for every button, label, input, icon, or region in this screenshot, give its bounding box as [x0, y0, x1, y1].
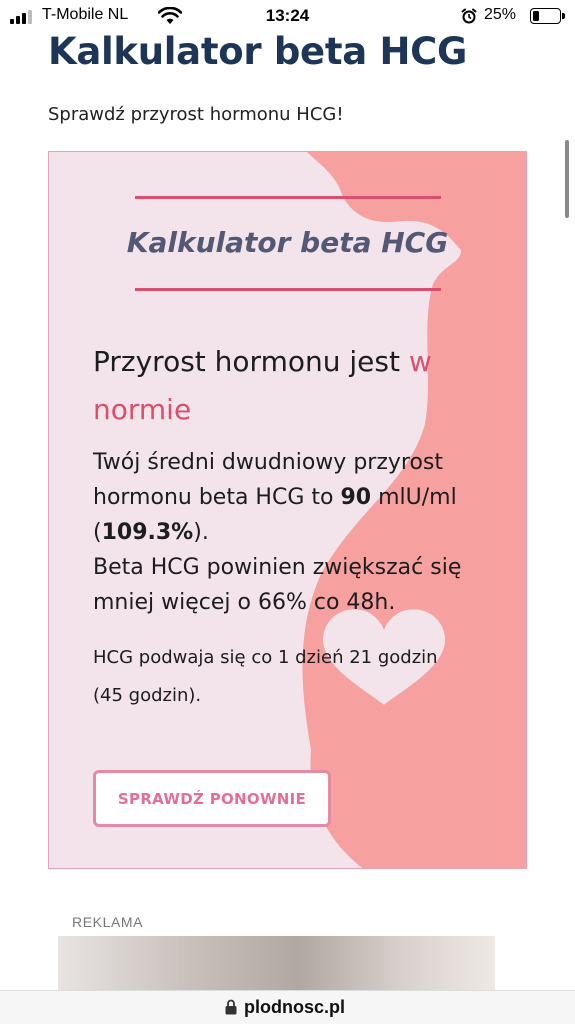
battery-percent: 25% — [484, 6, 517, 23]
result-percent: 109.3% — [101, 520, 194, 545]
card-divider-top — [135, 196, 441, 199]
url-text: plodnosc.pl — [244, 997, 345, 1017]
result-status-text: w normie — [93, 345, 432, 426]
ad-label: REKLAMA — [72, 914, 144, 930]
page-subtitle: Sprawdź przyrost hormonu HCG! — [48, 104, 344, 125]
page-title: Kalkulator beta HCG — [48, 30, 468, 73]
alarm-icon — [461, 8, 477, 24]
result-description — [93, 445, 493, 620]
lock-icon — [224, 999, 238, 1015]
clock: 13:24 — [265, 6, 310, 25]
ad-banner-image[interactable] — [58, 936, 495, 994]
calculator-card — [48, 151, 527, 869]
status-bar — [0, 0, 575, 34]
browser-address-bar[interactable] — [0, 990, 575, 1024]
result-value: 90 — [340, 485, 372, 510]
result-heading-text: Przyrost hormonu jest — [93, 345, 409, 378]
battery-icon — [530, 8, 561, 24]
result-unit: mlU/ml ( — [93, 485, 457, 545]
card-title: Kalkulator beta HCG — [126, 226, 449, 259]
result-close: ). — [193, 520, 209, 545]
doubling-time-note: HCG podwaja się co 1 dzień 21 godzin (45 godzin). — [93, 647, 438, 706]
check-again-button[interactable]: SPRAWDŹ PONOWNIE — [93, 770, 331, 827]
card-divider-bottom — [135, 288, 441, 291]
result-heading — [93, 338, 493, 434]
result-body-text: Twój średni dwudniowy przyrost hormonu beta HCG to — [93, 450, 444, 510]
scrollbar-thumb[interactable] — [565, 140, 569, 218]
carrier-name: T-Mobile NL — [42, 6, 129, 23]
result-guideline: Beta HCG powinien zwiększać się mniej więcej o 66% co 48h. — [93, 555, 462, 615]
